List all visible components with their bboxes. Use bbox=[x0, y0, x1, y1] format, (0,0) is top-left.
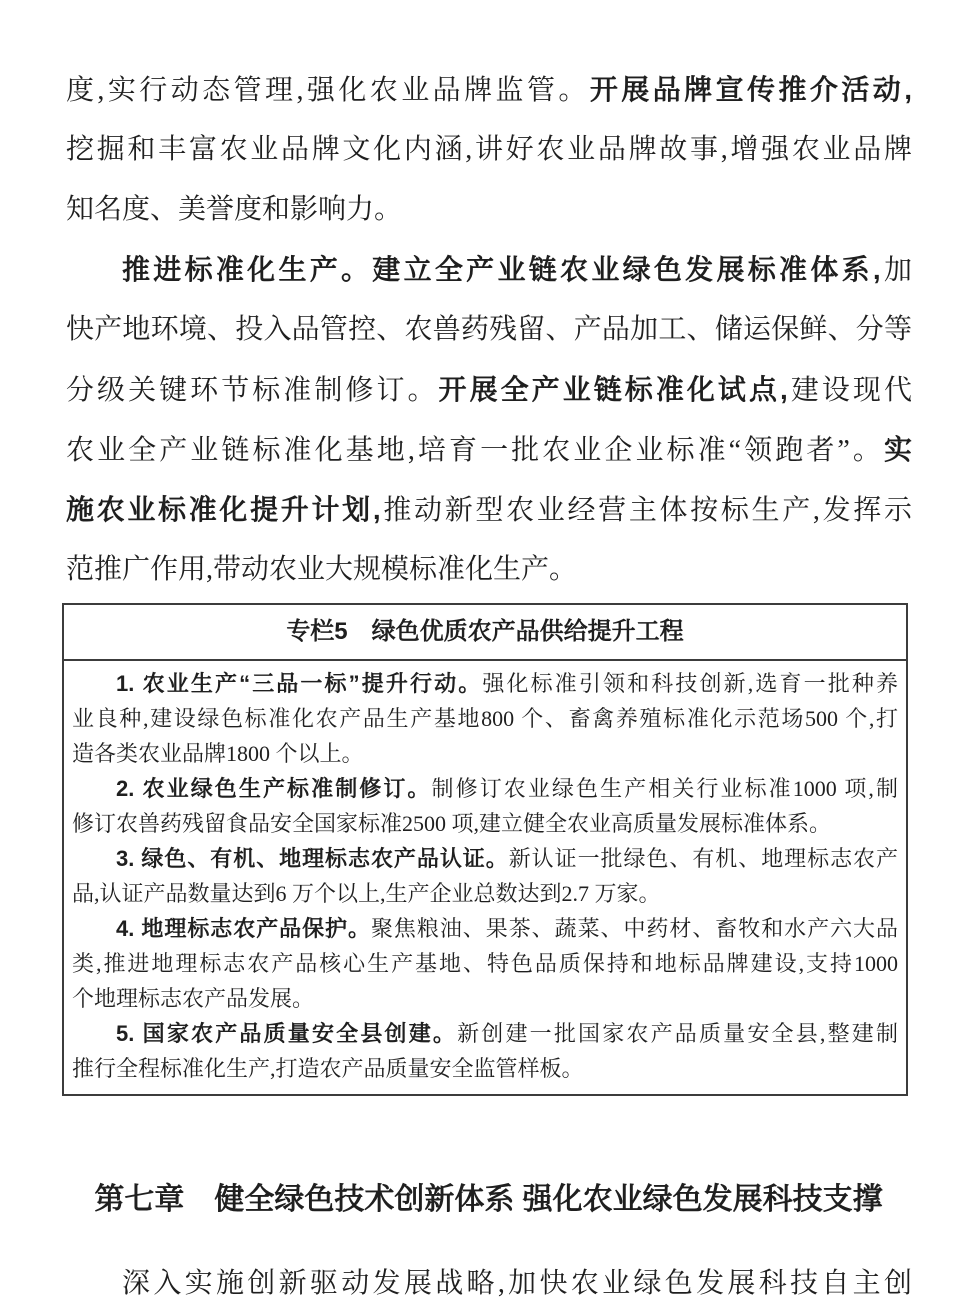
text-line bbox=[66, 60, 912, 120]
text-line: 品,认证产品数量达到6 万个以上,生产企业总数达到2.7 万家。 bbox=[72, 881, 661, 906]
text-line bbox=[72, 1016, 898, 1051]
text-line: 业良种,建设绿色标准化农产品生产基地800 个、畜禽养殖标准化示范场500 个,打 bbox=[72, 706, 898, 731]
emphasis-bold: 施农业标准化提升计划, bbox=[66, 494, 381, 525]
text-line: 个地理标志农产品发展。 bbox=[72, 986, 315, 1011]
body-text: 新认证一批绿色、有机、地理标志农产 bbox=[508, 846, 898, 871]
text-line: 范推广作用,带动农业大规模标准化生产。 bbox=[66, 554, 578, 585]
box-item-1 bbox=[72, 666, 898, 771]
body-text: 制修订农业绿色生产相关行业标准1000 项,制 bbox=[431, 776, 898, 801]
body-text: 推动新型农业经营主体按标生产,发挥示 bbox=[380, 495, 912, 526]
body-text: 分级关键环节标准制修订。 bbox=[66, 375, 439, 406]
box-item-3 bbox=[72, 841, 898, 911]
text-line bbox=[66, 240, 912, 300]
text-line bbox=[66, 420, 912, 480]
emphasis-bold: 开展品牌宣传推介活动, bbox=[589, 74, 912, 105]
text-line: 造各类农业品牌1800 个以上。 bbox=[72, 741, 364, 766]
text-line bbox=[72, 666, 898, 701]
paragraph-brand-promotion bbox=[66, 60, 912, 240]
body-text: 强化标准引领和科技创新,选育一批种养 bbox=[482, 671, 898, 696]
text-line bbox=[66, 480, 912, 540]
text-line: 深入实施创新驱动发展战略,加快农业绿色发展科技自主创 bbox=[122, 1268, 912, 1299]
body-text: 新创建一批国家农产品质量安全县,整建制 bbox=[457, 1021, 898, 1046]
paragraph-standardized-production bbox=[66, 240, 912, 600]
body-text: 加 bbox=[880, 255, 912, 286]
item-lead-bold: 1. 农业生产“三品一标”提升行动。 bbox=[116, 671, 483, 696]
paragraph-innovation-intro bbox=[66, 1254, 912, 1309]
box-item-5 bbox=[72, 1016, 898, 1086]
column-box-title: 专栏5 绿色优质农产品供给提升工程 bbox=[64, 605, 906, 661]
text-line: 类,推进地理标志农产品核心生产基地、特色品质保持和地标品牌建设,支持1000 bbox=[72, 951, 898, 976]
text-line: 快产地环境、投入品管控、农兽药残留、产品加工、储运保鲜、分等 bbox=[66, 314, 912, 345]
item-lead-bold: 2. 农业绿色生产标准制修订。 bbox=[116, 776, 432, 801]
body-text: 农业全产业链标准化基地,培育一批农业企业标准“领跑者”。 bbox=[66, 435, 884, 466]
body-text: 建设现代 bbox=[787, 375, 912, 406]
text-line bbox=[72, 911, 898, 946]
text-line bbox=[72, 841, 898, 876]
body-text: 度,实行动态管理,强化农业品牌监管。 bbox=[66, 75, 590, 106]
text-line: 推行全程标准化生产,打造农产品质量安全监管样板。 bbox=[72, 1056, 584, 1081]
emphasis-bold: 实 bbox=[883, 434, 912, 465]
body-text: 聚焦粮油、果茶、蔬菜、中药材、畜牧和水产六大品 bbox=[370, 916, 898, 941]
text-line: 挖掘和丰富农业品牌文化内涵,讲好农业品牌故事,增强农业品牌 bbox=[66, 134, 912, 165]
text-line: 修订农兽药残留食品安全国家标准2500 项,建立健全农业高质量发展标准体系。 bbox=[72, 811, 832, 836]
text-line bbox=[72, 771, 898, 806]
emphasis-bold: 推进标准化生产。建立全产业链农业绿色发展标准体系, bbox=[122, 254, 881, 285]
column-box-5 bbox=[62, 603, 908, 1096]
box-item-4 bbox=[72, 911, 898, 1016]
item-lead-bold: 3. 绿色、有机、地理标志农产品认证。 bbox=[116, 846, 509, 871]
text-line: 知名度、美誉度和影响力。 bbox=[66, 194, 403, 225]
emphasis-bold: 开展全产业链标准化试点, bbox=[438, 374, 788, 405]
chapter-heading: 第七章 健全绿色技术创新体系 强化农业绿色发展科技支撑 bbox=[94, 1183, 883, 1216]
box-item-2 bbox=[72, 771, 898, 841]
item-lead-bold: 5. 国家农产品质量安全县创建。 bbox=[116, 1021, 458, 1046]
column-box-body bbox=[64, 661, 906, 1094]
text-line bbox=[66, 360, 912, 420]
item-lead-bold: 4. 地理标志农产品保护。 bbox=[116, 916, 371, 941]
